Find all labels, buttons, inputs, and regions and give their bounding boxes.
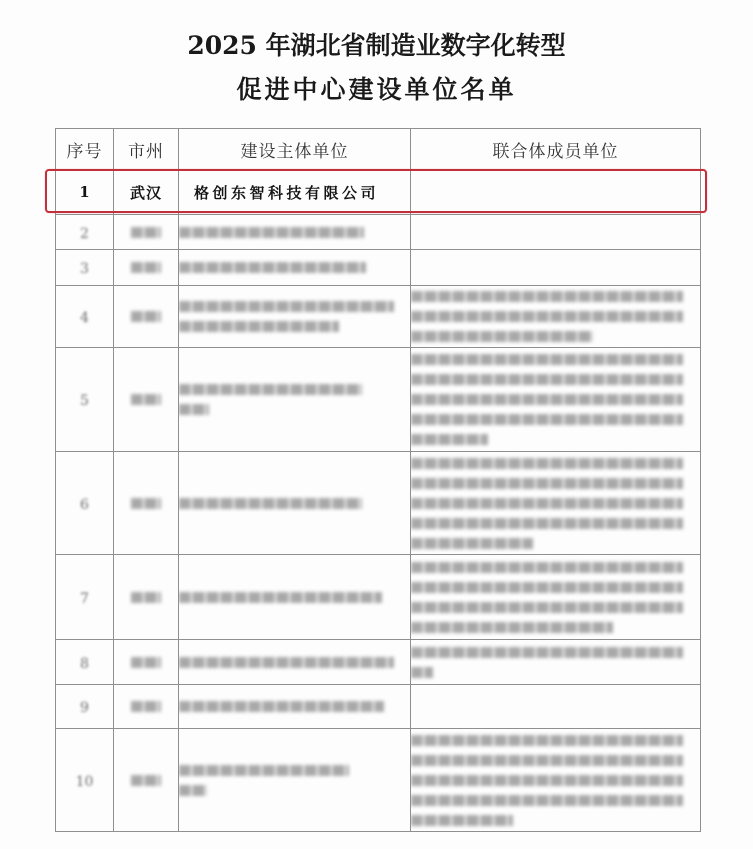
obscured-text [411, 331, 593, 342]
cell-city [114, 170, 179, 215]
lead-unit-name: 格创东智科技有限公司 [194, 183, 380, 202]
table-row [56, 729, 701, 832]
obscured-text [411, 538, 533, 549]
obscured-text [131, 311, 161, 322]
obscured-text [411, 775, 683, 786]
cell-no [56, 286, 114, 348]
table-row-highlighted [56, 170, 701, 215]
row-number: 1 [79, 183, 90, 201]
obscured-text [179, 498, 362, 509]
row-number: 5 [80, 393, 89, 409]
obscured-text [411, 354, 683, 365]
cell-city [114, 286, 179, 348]
obscured-text [411, 735, 683, 746]
row-number: 10 [75, 773, 94, 790]
title-line-2: 促进中心建设单位名单 [236, 75, 517, 104]
cell-city [114, 729, 179, 832]
cell-members [411, 170, 701, 215]
cell-members [411, 215, 701, 250]
table-row [56, 452, 701, 555]
cell-city [114, 452, 179, 555]
obscured-text [411, 374, 683, 385]
cell-city [114, 215, 179, 250]
obscured-text [179, 785, 207, 796]
obscured-text [411, 291, 683, 302]
obscured-text [179, 384, 362, 395]
obscured-text [411, 602, 683, 613]
cell-members [411, 729, 701, 832]
obscured-text [411, 562, 683, 573]
obscured-text [131, 498, 161, 509]
row-number: 3 [80, 261, 89, 277]
obscured-text [411, 414, 683, 425]
obscured-text [131, 394, 161, 405]
cell-members [411, 250, 701, 286]
obscured-text [411, 311, 683, 322]
obscured-text [179, 321, 339, 332]
cell-no [56, 555, 114, 640]
obscured-text [411, 795, 683, 806]
cell-no [56, 685, 114, 729]
obscured-text [411, 815, 513, 826]
cell-no [56, 640, 114, 685]
obscured-text [411, 458, 683, 469]
row-number: 9 [80, 700, 89, 716]
obscured-text [131, 657, 161, 668]
cell-lead-unit [179, 685, 411, 729]
cell-lead-unit [179, 170, 411, 215]
obscured-text [131, 227, 161, 238]
table-row [56, 215, 701, 250]
header-city: 市州 [114, 129, 179, 170]
obscured-text [411, 434, 488, 445]
row-number: 6 [80, 496, 89, 513]
obscured-text [179, 701, 384, 712]
cell-city [114, 685, 179, 729]
cell-no [56, 250, 114, 286]
table-row [56, 286, 701, 348]
cell-no [56, 170, 114, 215]
unit-list-table [55, 128, 701, 832]
obscured-text [179, 592, 382, 603]
table-row [56, 250, 701, 286]
cell-lead-unit [179, 555, 411, 640]
row-number: 8 [80, 655, 89, 672]
cell-members [411, 452, 701, 555]
obscured-text [411, 518, 683, 529]
obscured-text [179, 765, 349, 776]
cell-no [56, 348, 114, 452]
cell-city [114, 555, 179, 640]
title-line-1: 2025 年湖北省制造业数字化转型 [187, 31, 566, 60]
document-title [0, 26, 753, 110]
table-header-row [56, 129, 701, 170]
obscured-text [411, 498, 683, 509]
header-lead-unit: 建设主体单位 [179, 129, 411, 170]
obscured-text [131, 592, 161, 603]
cell-lead-unit [179, 452, 411, 555]
cell-lead-unit [179, 215, 411, 250]
row-number: 7 [80, 590, 89, 607]
cell-lead-unit [179, 640, 411, 685]
obscured-text [179, 404, 209, 415]
cell-members [411, 348, 701, 452]
row-number: 2 [80, 225, 89, 242]
obscured-text [131, 262, 161, 273]
obscured-text [179, 227, 364, 238]
obscured-text [411, 622, 613, 633]
table-row [56, 555, 701, 640]
cell-lead-unit [179, 250, 411, 286]
obscured-text [179, 657, 394, 668]
obscured-text [179, 262, 366, 273]
table-row [56, 640, 701, 685]
obscured-text [411, 582, 683, 593]
cell-no [56, 729, 114, 832]
obscured-text [179, 301, 394, 312]
cell-lead-unit [179, 286, 411, 348]
cell-no [56, 215, 114, 250]
city-name: 武汉 [129, 183, 162, 202]
cell-lead-unit [179, 729, 411, 832]
cell-city [114, 348, 179, 452]
obscured-text [411, 478, 683, 489]
cell-lead-unit [179, 348, 411, 452]
obscured-text [131, 775, 161, 786]
obscured-text [411, 647, 683, 658]
header-no: 序号 [56, 129, 114, 170]
cell-members [411, 286, 701, 348]
cell-city [114, 250, 179, 286]
obscured-text [411, 394, 683, 405]
obscured-text [131, 701, 161, 712]
cell-members [411, 640, 701, 685]
obscured-text [411, 667, 433, 678]
cell-members [411, 685, 701, 729]
cell-no [56, 452, 114, 555]
cell-members [411, 555, 701, 640]
obscured-text [411, 755, 683, 766]
table-row [56, 685, 701, 729]
cell-city [114, 640, 179, 685]
table-row [56, 348, 701, 452]
header-members: 联合体成员单位 [411, 129, 701, 170]
row-number: 4 [80, 310, 89, 326]
